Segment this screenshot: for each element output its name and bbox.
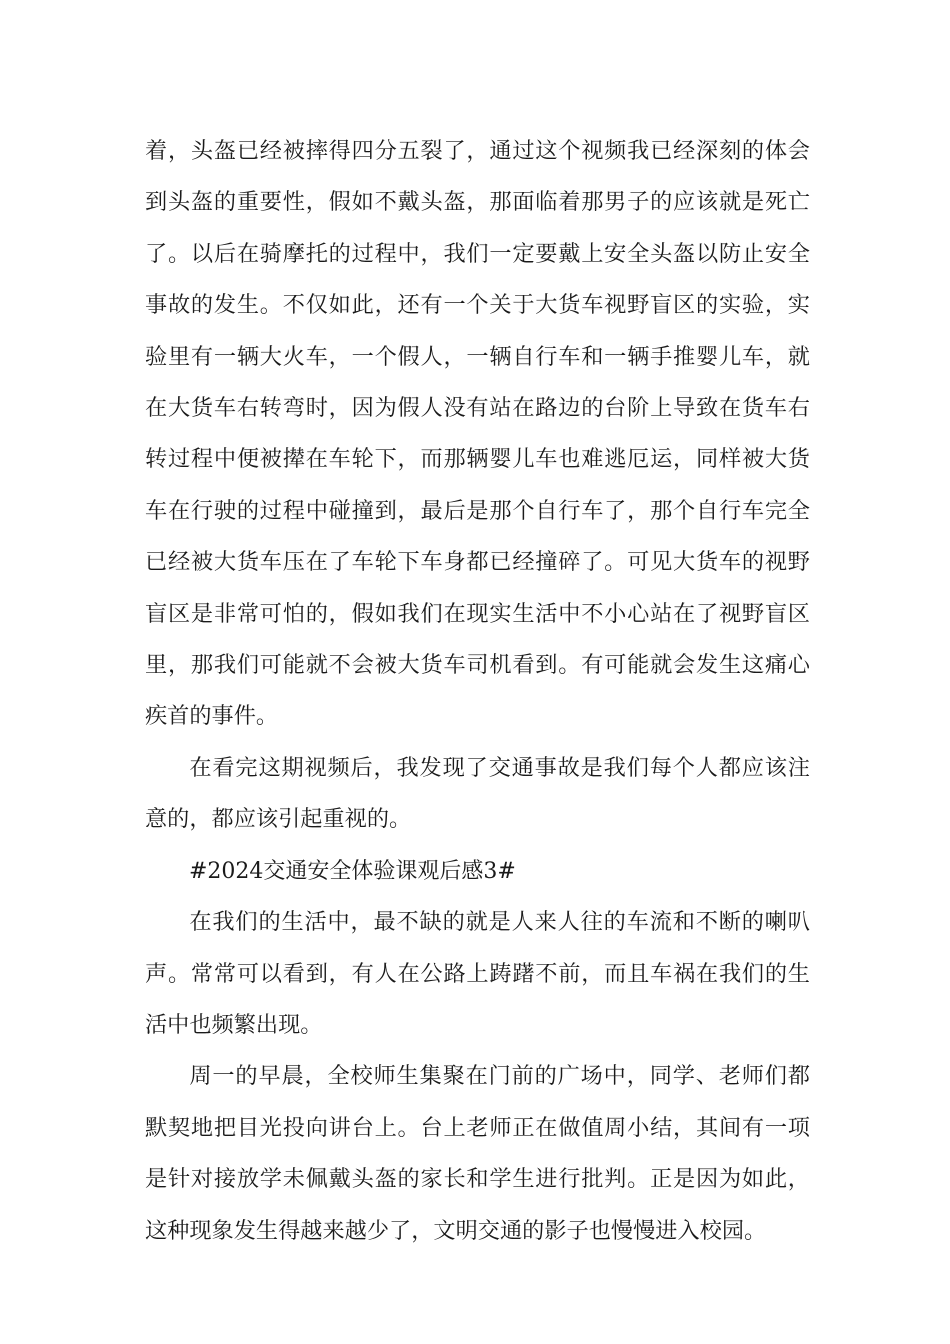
paragraph-conclusion: 在看完这期视频后，我发现了交通事故是我们每个人都应该注意的，都应该引起重视的。 bbox=[145, 754, 810, 833]
paragraph-intro: 在我们的生活中，最不缺的就是人来人往的车流和不断的喇叭声。常常可以看到，有人在公路上踌躇不前，而且车祸在我们的生活中也频繁出现。 bbox=[145, 909, 810, 1038]
section-heading: #2024交通安全体验课观后感3# bbox=[189, 858, 516, 884]
paragraph-monday-morning: 周一的早晨，全校师生集聚在门前的广场中，同学、老师们都默契地把目光投向讲台上。台上老师正在做值周小结，其间有一项是针对接放学未佩戴头盔的家长和学生进行批判。正是因为如此，这种现象发生得越来越少了，文明交通的影子也慢慢进入校园。 bbox=[145, 1063, 810, 1244]
paragraph-continuation: 着，头盔已经被摔得四分五裂了，通过这个视频我已经深刻的体会到头盔的重要性，假如不戴头盔，那面临着那男子的应该就是死亡了。以后在骑摩托的过程中，我们一定要戴上安全头盔以防止安全事故的发生。不仅如此，还有一个关于大货车视野盲区的实验，实验里有一辆大火车，一个假人，一辆自行车和一辆手推婴儿车，就在大货车右转弯时，因为假人没有站在路边的台阶上导致在货车右转过程中便被撵在车轮下，而那辆婴儿车也难逃厄运，同样被大货车在行驶的过程中碰撞到，最后是那个自行车了，那个自行车完全已经被大货车压在了车轮下车身都已经撞碎了。可见大货车的视野盲区是非常可怕的，假如我们在现实生活中不小心站在了视野盲区里，那我们可能就不会被大货车司机看到。有可能就会发生这痛心疾首的事件。 bbox=[145, 138, 810, 730]
document-page bbox=[145, 126, 810, 1257]
